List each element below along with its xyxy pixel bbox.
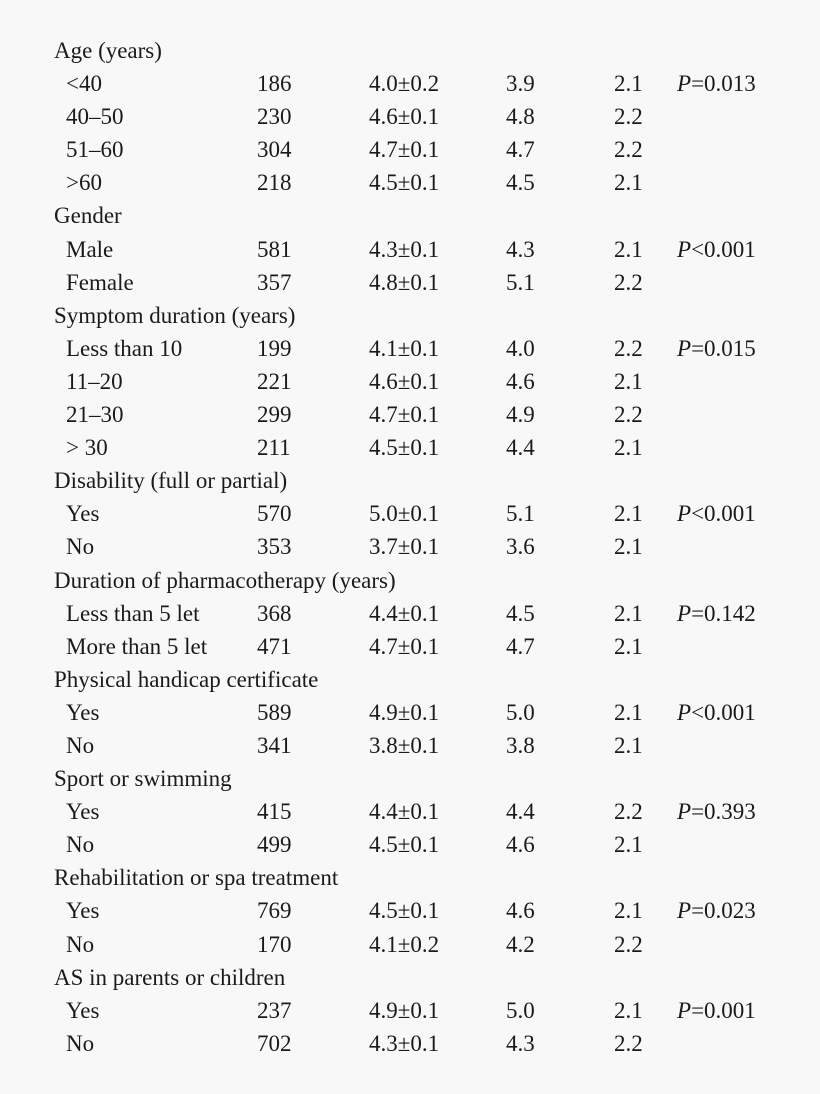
n-cell: 237: [257, 997, 292, 1023]
table-row: [0, 497, 820, 530]
p-value-cell: [677, 696, 756, 729]
mean-sd-cell: 5.0±0.1: [369, 501, 440, 527]
n-cell: 299: [257, 402, 292, 428]
sd-cell: 2.2: [614, 137, 643, 163]
p-value-symbol: P: [677, 335, 692, 361]
table-row: [0, 266, 820, 299]
row-label: Less than 5 let: [66, 600, 200, 626]
p-value-cell: [677, 67, 756, 100]
row-label: Male: [66, 236, 114, 262]
p-value-number: =0.013: [691, 71, 756, 97]
group-header-row: [0, 861, 820, 894]
sd-cell: 2.1: [614, 699, 643, 725]
n-cell: 211: [257, 435, 291, 461]
n-cell: 186: [257, 71, 292, 97]
n-cell: 170: [257, 931, 292, 957]
mean-sd-cell: 4.4±0.1: [369, 799, 440, 825]
p-value-number: <0.001: [691, 236, 756, 262]
mean-sd-cell: 4.5±0.1: [369, 832, 440, 858]
group-title: Age (years): [54, 38, 162, 63]
group-title: Sport or swimming: [54, 766, 232, 792]
data-table: [0, 34, 820, 1060]
median-cell: 4.0: [506, 335, 535, 361]
table-row: [0, 894, 820, 927]
median-cell: 4.5: [506, 600, 535, 626]
mean-sd-cell: 4.5±0.1: [369, 898, 440, 924]
table-row: [0, 828, 820, 861]
n-cell: 368: [257, 600, 292, 626]
sd-cell: 2.1: [614, 501, 643, 527]
sd-cell: 2.1: [614, 71, 643, 97]
n-cell: 304: [257, 137, 292, 163]
mean-sd-cell: 4.7±0.1: [369, 633, 440, 659]
group-title: Rehabilitation or spa treatment: [54, 865, 339, 891]
sd-cell: 2.1: [614, 368, 643, 394]
row-label: Yes: [66, 699, 100, 725]
mean-sd-cell: 4.4±0.1: [369, 600, 440, 626]
p-value-symbol: P: [677, 501, 692, 527]
p-value-symbol: P: [677, 600, 692, 626]
n-cell: 702: [257, 1030, 292, 1056]
p-value-number: =0.023: [691, 898, 756, 924]
median-cell: 4.7: [506, 633, 535, 659]
sd-cell: 2.2: [614, 104, 643, 130]
sd-cell: 2.1: [614, 633, 643, 659]
table-row: [0, 928, 820, 961]
median-cell: 4.5: [506, 170, 535, 196]
mean-sd-cell: 4.5±0.1: [369, 435, 440, 461]
p-value-number: <0.001: [691, 501, 756, 527]
sd-cell: 2.1: [614, 170, 643, 196]
table-row: [0, 365, 820, 398]
row-label: >60: [66, 170, 102, 196]
table-row: [0, 696, 820, 729]
n-cell: 581: [257, 236, 292, 262]
mean-sd-cell: 3.7±0.1: [369, 534, 440, 560]
n-cell: 357: [257, 269, 292, 295]
sd-cell: 2.2: [614, 1030, 643, 1056]
mean-sd-cell: 3.8±0.1: [369, 732, 440, 758]
group-title: Duration of pharmacotherapy (years): [54, 567, 396, 593]
row-label: Less than 10: [66, 335, 183, 361]
row-label: No: [66, 732, 95, 758]
mean-sd-cell: 4.7±0.1: [369, 137, 440, 163]
median-cell: 4.4: [506, 435, 535, 461]
table-row: [0, 994, 820, 1027]
median-cell: 4.4: [506, 799, 535, 825]
mean-sd-cell: 4.3±0.1: [369, 1030, 440, 1056]
mean-sd-cell: 4.6±0.1: [369, 368, 440, 394]
row-label: Yes: [66, 799, 100, 825]
mean-sd-cell: 4.0±0.2: [369, 71, 440, 97]
n-cell: 589: [257, 699, 292, 725]
n-cell: 199: [257, 335, 292, 361]
p-value-number: =0.015: [691, 335, 756, 361]
sd-cell: 2.1: [614, 236, 643, 262]
median-cell: 5.1: [506, 269, 535, 295]
group-header-row: [0, 199, 820, 232]
row-label: > 30: [66, 435, 108, 461]
p-value-symbol: P: [677, 71, 692, 97]
n-cell: 415: [257, 799, 292, 825]
sd-cell: 2.1: [614, 832, 643, 858]
group-header-row: [0, 34, 820, 67]
table-row: [0, 630, 820, 663]
p-value-number: =0.142: [691, 600, 756, 626]
group-header-row: [0, 663, 820, 696]
mean-sd-cell: 4.9±0.1: [369, 997, 440, 1023]
n-cell: 471: [257, 633, 292, 659]
mean-sd-cell: 4.7±0.1: [369, 402, 440, 428]
median-cell: 4.6: [506, 368, 535, 394]
row-label: 21–30: [66, 402, 124, 428]
table-row: [0, 100, 820, 133]
p-value-cell: [677, 233, 756, 266]
sd-cell: 2.1: [614, 435, 643, 461]
median-cell: 4.9: [506, 402, 535, 428]
table-row: [0, 729, 820, 762]
row-label: Yes: [66, 898, 100, 924]
median-cell: 5.1: [506, 501, 535, 527]
n-cell: 570: [257, 501, 292, 527]
row-label: <40: [66, 71, 102, 97]
p-value-cell: [677, 795, 756, 828]
row-label: Yes: [66, 501, 100, 527]
mean-sd-cell: 4.1±0.1: [369, 335, 440, 361]
mean-sd-cell: 4.8±0.1: [369, 269, 440, 295]
group-title: Physical handicap certificate: [54, 666, 319, 692]
group-header-row: [0, 299, 820, 332]
group-title: AS in parents or children: [54, 964, 286, 990]
row-label: 40–50: [66, 104, 124, 130]
row-label: 51–60: [66, 137, 124, 163]
p-value-number: =0.393: [691, 799, 756, 825]
row-label: No: [66, 832, 95, 858]
group-header-row: [0, 762, 820, 795]
median-cell: 3.6: [506, 534, 535, 560]
n-cell: 221: [257, 368, 292, 394]
mean-sd-cell: 4.5±0.1: [369, 170, 440, 196]
median-cell: 5.0: [506, 699, 535, 725]
n-cell: 499: [257, 832, 292, 858]
sd-cell: 2.2: [614, 402, 643, 428]
sd-cell: 2.1: [614, 600, 643, 626]
group-header-row: [0, 564, 820, 597]
row-label: No: [66, 1030, 95, 1056]
sd-cell: 2.1: [614, 997, 643, 1023]
p-value-symbol: P: [677, 898, 692, 924]
median-cell: 4.3: [506, 236, 535, 262]
sd-cell: 2.1: [614, 732, 643, 758]
p-value-cell: [677, 994, 756, 1027]
mean-sd-cell: 4.9±0.1: [369, 699, 440, 725]
group-title: Gender: [54, 203, 122, 229]
median-cell: 4.3: [506, 1030, 535, 1056]
group-title: Disability (full or partial): [54, 468, 288, 494]
sd-cell: 2.2: [614, 269, 643, 295]
sd-cell: 2.2: [614, 799, 643, 825]
mean-sd-cell: 4.1±0.2: [369, 931, 440, 957]
sd-cell: 2.2: [614, 335, 643, 361]
median-cell: 4.8: [506, 104, 535, 130]
n-cell: 353: [257, 534, 292, 560]
table-row: [0, 795, 820, 828]
p-value-symbol: P: [677, 799, 692, 825]
n-cell: 341: [257, 732, 292, 758]
p-value-cell: [677, 332, 756, 365]
p-value-cell: [677, 894, 756, 927]
sd-cell: 2.2: [614, 931, 643, 957]
p-value-cell: [677, 597, 756, 630]
group-title: Symptom duration (years): [54, 302, 296, 328]
p-value-symbol: P: [677, 236, 692, 262]
row-label: No: [66, 534, 95, 560]
mean-sd-cell: 4.6±0.1: [369, 104, 440, 130]
n-cell: 769: [257, 898, 292, 924]
median-cell: 4.6: [506, 898, 535, 924]
median-cell: 3.9: [506, 71, 535, 97]
table-row: [0, 166, 820, 199]
row-label: Female: [66, 269, 134, 295]
sd-cell: 2.1: [614, 898, 643, 924]
group-header-row: [0, 961, 820, 994]
table-row: [0, 530, 820, 563]
row-label: More than 5 let: [66, 633, 208, 659]
table-row: [0, 431, 820, 464]
table-row: [0, 233, 820, 266]
median-cell: 4.6: [506, 832, 535, 858]
median-cell: 5.0: [506, 997, 535, 1023]
sd-cell: 2.1: [614, 534, 643, 560]
p-value-symbol: P: [677, 997, 692, 1023]
p-value-symbol: P: [677, 699, 692, 725]
row-label: 11–20: [66, 368, 123, 394]
table-row: [0, 332, 820, 365]
mean-sd-cell: 4.3±0.1: [369, 236, 440, 262]
table-row: [0, 398, 820, 431]
table-row: [0, 67, 820, 100]
group-header-row: [0, 464, 820, 497]
median-cell: 3.8: [506, 732, 535, 758]
median-cell: 4.2: [506, 931, 535, 957]
n-cell: 230: [257, 104, 292, 130]
table-row: [0, 1027, 820, 1060]
row-label: Yes: [66, 997, 100, 1023]
p-value-number: <0.001: [691, 699, 756, 725]
n-cell: 218: [257, 170, 292, 196]
row-label: No: [66, 931, 95, 957]
p-value-number: =0.001: [691, 997, 756, 1023]
table-row: [0, 133, 820, 166]
p-value-cell: [677, 497, 756, 530]
table-row: [0, 597, 820, 630]
median-cell: 4.7: [506, 137, 535, 163]
